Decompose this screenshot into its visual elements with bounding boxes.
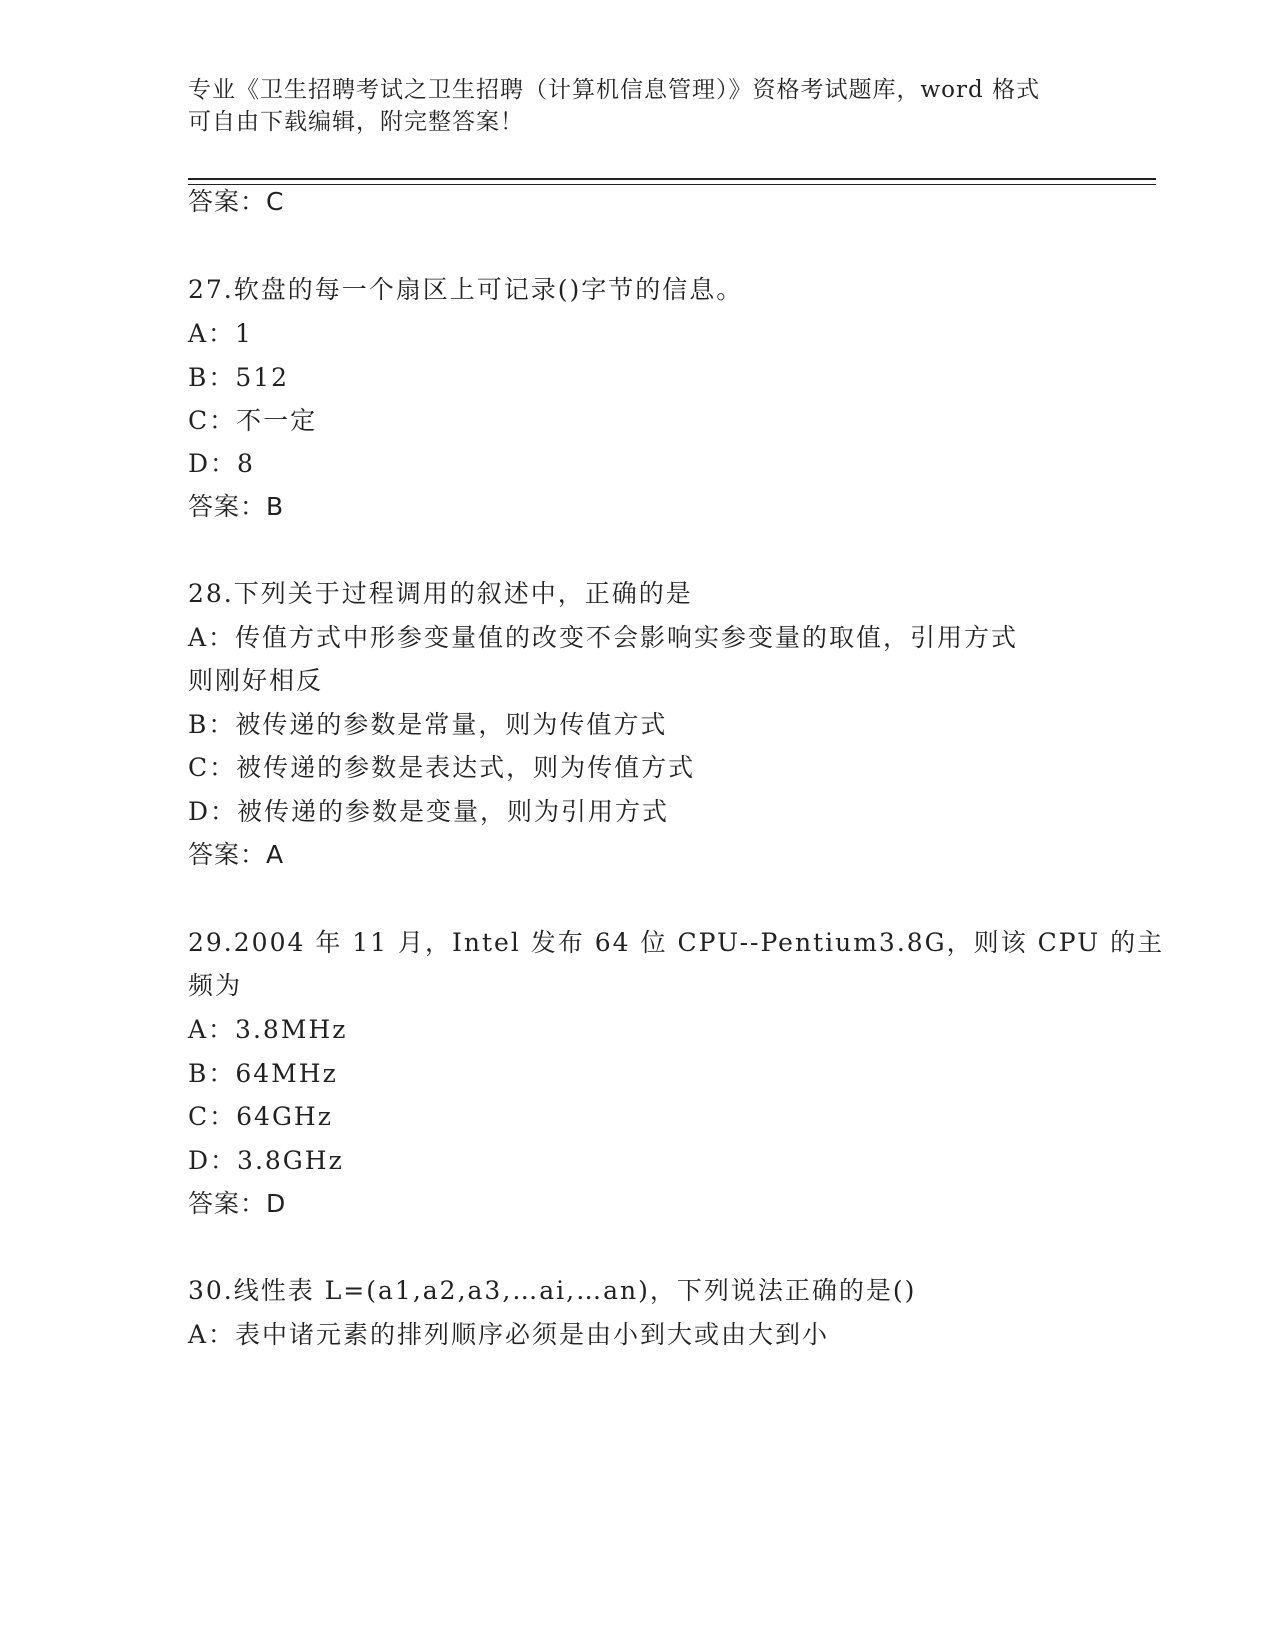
question-option: 则刚好相反 (188, 666, 324, 695)
question-stem: 27.软盘的每一个扇区上可记录()字节的信息。 (188, 275, 744, 304)
document-header (188, 74, 1078, 138)
question-option: A：传值方式中形参变量值的改变不会影响实参变量的取值，引用方式 (188, 623, 1019, 652)
answer-line: 答案：D (188, 1189, 287, 1218)
answer-line: 答案：A (188, 840, 285, 869)
question-stem: 频为 (188, 971, 243, 1000)
question-stem: 30.线性表 L=(a1,a2,a3,…ai,…an)，下列说法正确的是() (188, 1276, 917, 1305)
question-option: C：64GHz (188, 1102, 333, 1131)
header-line: 可自由下载编辑，附完整答案！ (188, 109, 524, 135)
question-option: D：被传递的参数是变量，则为引用方式 (188, 797, 670, 826)
question-option: B：512 (188, 363, 290, 392)
question-option: D：3.8GHz (188, 1146, 344, 1175)
answer-line: 答案：B (188, 492, 285, 521)
question-option: D：8 (188, 449, 255, 478)
question-option: A：表中诸元素的排列顺序必须是由小到大或由大到小 (188, 1320, 830, 1349)
question-stem: 29.2004 年 11 月，Intel 发布 64 位 CPU--Pentium3.8G，则该 CPU 的主 (188, 928, 1165, 957)
question-option: C：不一定 (188, 406, 318, 435)
header-divider (188, 178, 1156, 180)
question-stem: 28.下列关于过程调用的叙述中，正确的是 (188, 579, 693, 608)
question-option: B：64MHz (188, 1059, 338, 1088)
header-divider (188, 184, 1156, 185)
question-option: C：被传递的参数是表达式，则为传值方式 (188, 753, 696, 782)
question-option: A：3.8MHz (188, 1015, 348, 1044)
question-option: B：被传递的参数是常量，则为传值方式 (188, 710, 668, 739)
header-line: 专业《卫生招聘考试之卫生招聘（计算机信息管理）》资格考试题库，word 格式 (188, 77, 1041, 103)
question-option: A：1 (188, 319, 253, 348)
answer-line: 答案：C (188, 187, 285, 216)
